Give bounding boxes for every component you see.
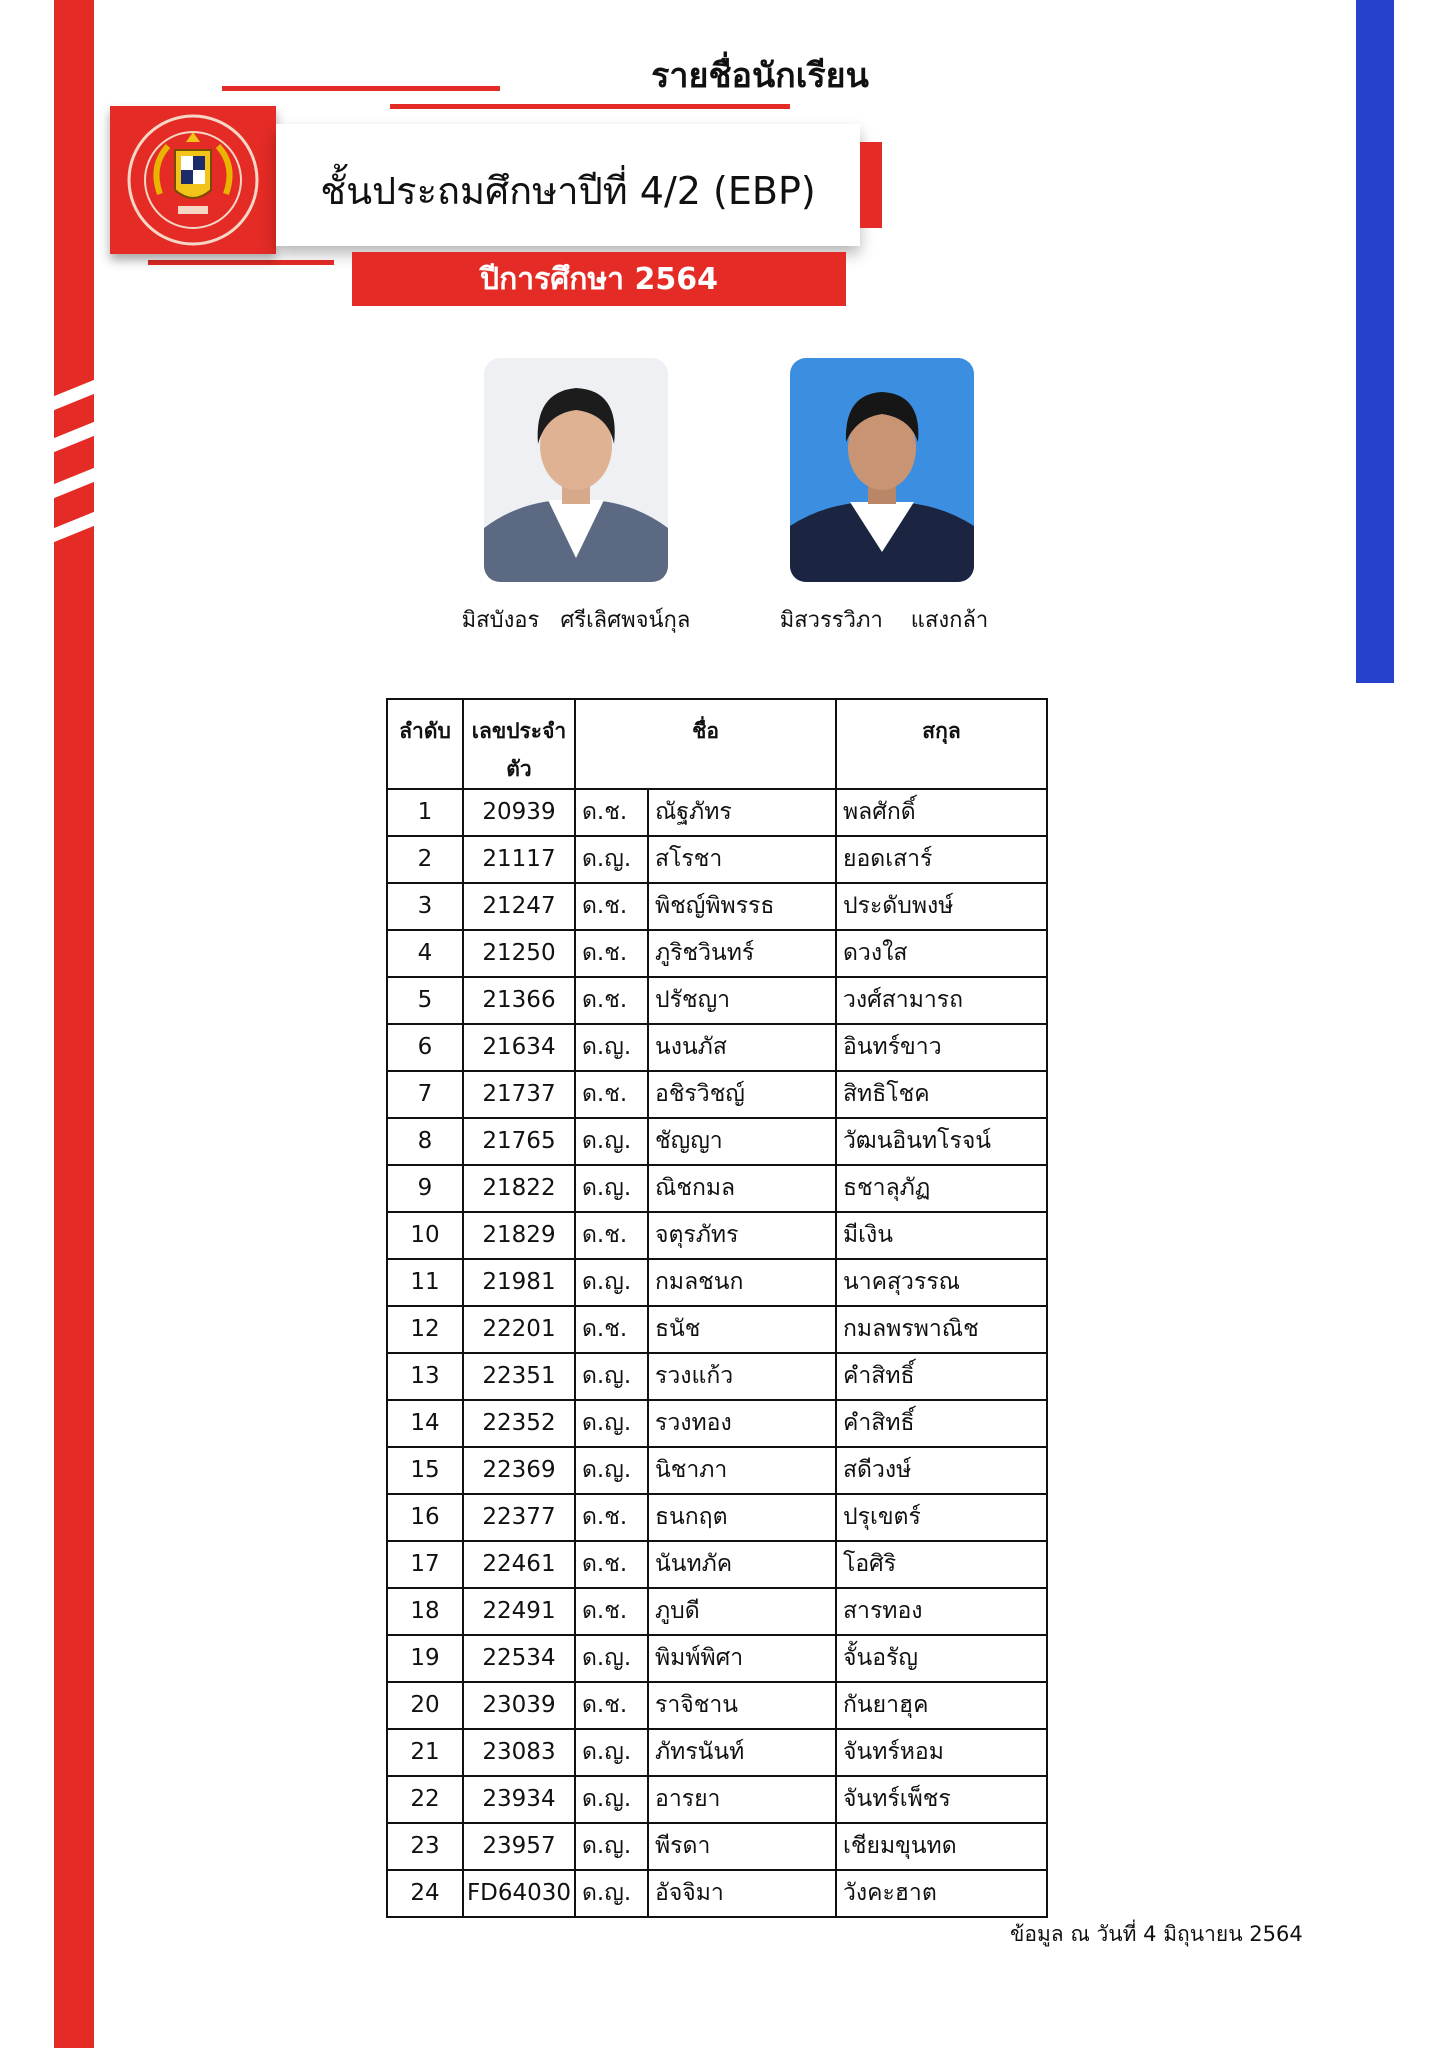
- table-body: [387, 789, 1047, 1917]
- table-row: [387, 836, 1047, 883]
- cell-last-name: จั้นอรัญ: [836, 1635, 1047, 1682]
- cell-prefix: ด.ญ.: [575, 1635, 648, 1682]
- cell-prefix: ด.ญ.: [575, 1400, 648, 1447]
- cell-id: 23039: [463, 1682, 575, 1729]
- cell-id: 21634: [463, 1024, 575, 1071]
- cell-no: 2: [387, 836, 463, 883]
- cell-prefix: ด.ช.: [575, 1682, 648, 1729]
- cell-no: 11: [387, 1259, 463, 1306]
- cell-last-name: วงศ์สามารถ: [836, 977, 1047, 1024]
- deco-line: [390, 104, 790, 109]
- cell-prefix: ด.ญ.: [575, 1353, 648, 1400]
- table-row: [387, 1071, 1047, 1118]
- academic-year-banner: ปีการศึกษา 2564: [352, 252, 846, 306]
- deco-line: [222, 86, 500, 91]
- cell-first-name: พิมพ์พิศา: [648, 1635, 836, 1682]
- cell-last-name: ประดับพงษ์: [836, 883, 1047, 930]
- cell-no: 1: [387, 789, 463, 836]
- cell-first-name: อารยา: [648, 1776, 836, 1823]
- cell-no: 17: [387, 1541, 463, 1588]
- table-row: [387, 1823, 1047, 1870]
- cell-last-name: คำสิทธิ์: [836, 1400, 1047, 1447]
- cell-id: 21117: [463, 836, 575, 883]
- cell-id: 21247: [463, 883, 575, 930]
- page-heading: รายชื่อนักเรียน: [651, 56, 869, 96]
- table-row: [387, 1118, 1047, 1165]
- cell-last-name: วัฒนอินทโรจน์: [836, 1118, 1047, 1165]
- cell-first-name: ราจิชาน: [648, 1682, 836, 1729]
- cell-last-name: สิทธิโชค: [836, 1071, 1047, 1118]
- table-row: [387, 1494, 1047, 1541]
- cell-no: 6: [387, 1024, 463, 1071]
- cell-no: 19: [387, 1635, 463, 1682]
- cell-id: 21981: [463, 1259, 575, 1306]
- cell-no: 13: [387, 1353, 463, 1400]
- cell-last-name: อินทร์ขาว: [836, 1024, 1047, 1071]
- cell-last-name: มีเงิน: [836, 1212, 1047, 1259]
- table-row: [387, 1541, 1047, 1588]
- cell-prefix: ด.ญ.: [575, 1870, 648, 1917]
- cell-prefix: ด.ช.: [575, 977, 648, 1024]
- cell-no: 23: [387, 1823, 463, 1870]
- cell-last-name: สดีวงษ์: [836, 1447, 1047, 1494]
- cell-first-name: ภูริชวินทร์: [648, 930, 836, 977]
- left-red-bar: [54, 0, 94, 2048]
- cell-first-name: รวงทอง: [648, 1400, 836, 1447]
- cell-id: FD64030: [463, 1870, 575, 1917]
- table-row: [387, 789, 1047, 836]
- cell-prefix: ด.ญ.: [575, 1447, 648, 1494]
- cell-first-name: ภูบดี: [648, 1588, 836, 1635]
- table-row: [387, 1306, 1047, 1353]
- table-row: [387, 1400, 1047, 1447]
- cell-last-name: กมลพรพาณิช: [836, 1306, 1047, 1353]
- cell-prefix: ด.ญ.: [575, 1776, 648, 1823]
- table-row: [387, 1024, 1047, 1071]
- cell-first-name: รวงแก้ว: [648, 1353, 836, 1400]
- cell-id: 22377: [463, 1494, 575, 1541]
- cell-no: 3: [387, 883, 463, 930]
- cell-id: 21737: [463, 1071, 575, 1118]
- cell-id: 22461: [463, 1541, 575, 1588]
- cell-no: 16: [387, 1494, 463, 1541]
- teacher-photo-1: [484, 358, 668, 582]
- cell-prefix: ด.ญ.: [575, 1024, 648, 1071]
- cell-last-name: วังคะฮาต: [836, 1870, 1047, 1917]
- table-row: [387, 1165, 1047, 1212]
- cell-no: 22: [387, 1776, 463, 1823]
- cell-id: 22201: [463, 1306, 575, 1353]
- table-row: [387, 1447, 1047, 1494]
- table-header-row: [387, 699, 1047, 789]
- cell-last-name: เชียมขุนทด: [836, 1823, 1047, 1870]
- cell-id: 21765: [463, 1118, 575, 1165]
- cell-no: 12: [387, 1306, 463, 1353]
- cell-first-name: ภัทรนันท์: [648, 1729, 836, 1776]
- table-row: [387, 1870, 1047, 1917]
- cell-prefix: ด.ช.: [575, 1306, 648, 1353]
- class-title: ชั้นประถมศึกษาปีที่ 4/2 (EBP): [320, 169, 816, 213]
- cell-id: 23957: [463, 1823, 575, 1870]
- cell-no: 24: [387, 1870, 463, 1917]
- table-row: [387, 977, 1047, 1024]
- cell-no: 8: [387, 1118, 463, 1165]
- teacher-name-2: มิสวรรวิภา แสงกล้า: [779, 608, 989, 633]
- cell-prefix: ด.ช.: [575, 789, 648, 836]
- teacher-photo-2: [790, 358, 974, 582]
- cell-prefix: ด.ญ.: [575, 1729, 648, 1776]
- cell-first-name: ณัฐภัทร: [648, 789, 836, 836]
- right-blue-bar: [1356, 0, 1394, 683]
- cell-prefix: ด.ญ.: [575, 1259, 648, 1306]
- table-row: [387, 1729, 1047, 1776]
- cell-first-name: ธนกฤต: [648, 1494, 836, 1541]
- cell-id: 23934: [463, 1776, 575, 1823]
- cell-last-name: คำสิทธิ์: [836, 1353, 1047, 1400]
- cell-first-name: สโรชา: [648, 836, 836, 883]
- cell-last-name: ยอดเสาร์: [836, 836, 1047, 883]
- cell-first-name: ปรัชญา: [648, 977, 836, 1024]
- cell-prefix: ด.ช.: [575, 1212, 648, 1259]
- cell-last-name: โอศิริ: [836, 1541, 1047, 1588]
- table-row: [387, 1682, 1047, 1729]
- title-card-accent: [860, 142, 882, 228]
- cell-prefix: ด.ญ.: [575, 1165, 648, 1212]
- table-row: [387, 930, 1047, 977]
- cell-last-name: สารทอง: [836, 1588, 1047, 1635]
- cell-id: 22352: [463, 1400, 575, 1447]
- cell-no: 14: [387, 1400, 463, 1447]
- cell-first-name: พิชญ์พิพรรธ: [648, 883, 836, 930]
- cell-last-name: จันทร์หอม: [836, 1729, 1047, 1776]
- cell-prefix: ด.ช.: [575, 1071, 648, 1118]
- cell-id: 21829: [463, 1212, 575, 1259]
- cell-first-name: อชิรวิชญ์: [648, 1071, 836, 1118]
- header-no: ลำดับ: [387, 699, 463, 789]
- cell-first-name: อัจจิมา: [648, 1870, 836, 1917]
- header-id: เลขประจำตัว: [463, 699, 575, 789]
- cell-prefix: ด.ญ.: [575, 836, 648, 883]
- cell-no: 10: [387, 1212, 463, 1259]
- cell-prefix: ด.ช.: [575, 1494, 648, 1541]
- cell-no: 20: [387, 1682, 463, 1729]
- cell-first-name: ณิชกมล: [648, 1165, 836, 1212]
- cell-last-name: ธชาลุภัฏ: [836, 1165, 1047, 1212]
- cell-id: 22491: [463, 1588, 575, 1635]
- table-row: [387, 1635, 1047, 1682]
- cell-first-name: นิชาภา: [648, 1447, 836, 1494]
- cell-id: 22369: [463, 1447, 575, 1494]
- cell-last-name: ปรุเขตร์: [836, 1494, 1047, 1541]
- cell-last-name: กันยาฮุค: [836, 1682, 1047, 1729]
- cell-id: 21822: [463, 1165, 575, 1212]
- header-surname: สกุล: [836, 699, 1047, 789]
- cell-last-name: พลศักดิ์: [836, 789, 1047, 836]
- cell-last-name: ดวงใส: [836, 930, 1047, 977]
- table-row: [387, 883, 1047, 930]
- cell-first-name: จตุรภัทร: [648, 1212, 836, 1259]
- cell-prefix: ด.ญ.: [575, 1823, 648, 1870]
- table-row: [387, 1776, 1047, 1823]
- header-name: ชื่อ: [575, 699, 836, 789]
- cell-no: 15: [387, 1447, 463, 1494]
- deco-line: [148, 260, 334, 265]
- cell-prefix: ด.ช.: [575, 1588, 648, 1635]
- cell-first-name: ธนัช: [648, 1306, 836, 1353]
- table-row: [387, 1212, 1047, 1259]
- data-date-note: ข้อมูล ณ วันที่ 4 มิถุนายน 2564: [1010, 1922, 1303, 1946]
- student-roster-table: [386, 698, 1048, 1918]
- cell-id: 20939: [463, 789, 575, 836]
- cell-id: 21250: [463, 930, 575, 977]
- cell-id: 23083: [463, 1729, 575, 1776]
- cell-first-name: นงนภัส: [648, 1024, 836, 1071]
- cell-prefix: ด.ญ.: [575, 1118, 648, 1165]
- cell-id: 22534: [463, 1635, 575, 1682]
- cell-no: 4: [387, 930, 463, 977]
- cell-first-name: นันทภัค: [648, 1541, 836, 1588]
- cell-id: 21366: [463, 977, 575, 1024]
- cell-prefix: ด.ช.: [575, 930, 648, 977]
- cell-first-name: กมลชนก: [648, 1259, 836, 1306]
- cell-no: 21: [387, 1729, 463, 1776]
- table-row: [387, 1588, 1047, 1635]
- cell-first-name: ชัญญา: [648, 1118, 836, 1165]
- cell-no: 5: [387, 977, 463, 1024]
- cell-no: 18: [387, 1588, 463, 1635]
- table-row: [387, 1259, 1047, 1306]
- cell-last-name: นาคสุวรรณ: [836, 1259, 1047, 1306]
- cell-no: 7: [387, 1071, 463, 1118]
- cell-last-name: จันทร์เพ็ชร: [836, 1776, 1047, 1823]
- cell-prefix: ด.ช.: [575, 883, 648, 930]
- cell-first-name: พีรดา: [648, 1823, 836, 1870]
- table-row: [387, 1353, 1047, 1400]
- cell-id: 22351: [463, 1353, 575, 1400]
- teacher-name-1: มิสบังอร ศรีเลิศพจน์กุล: [461, 608, 691, 633]
- school-logo: [110, 106, 276, 254]
- cell-prefix: ด.ช.: [575, 1541, 648, 1588]
- cell-no: 9: [387, 1165, 463, 1212]
